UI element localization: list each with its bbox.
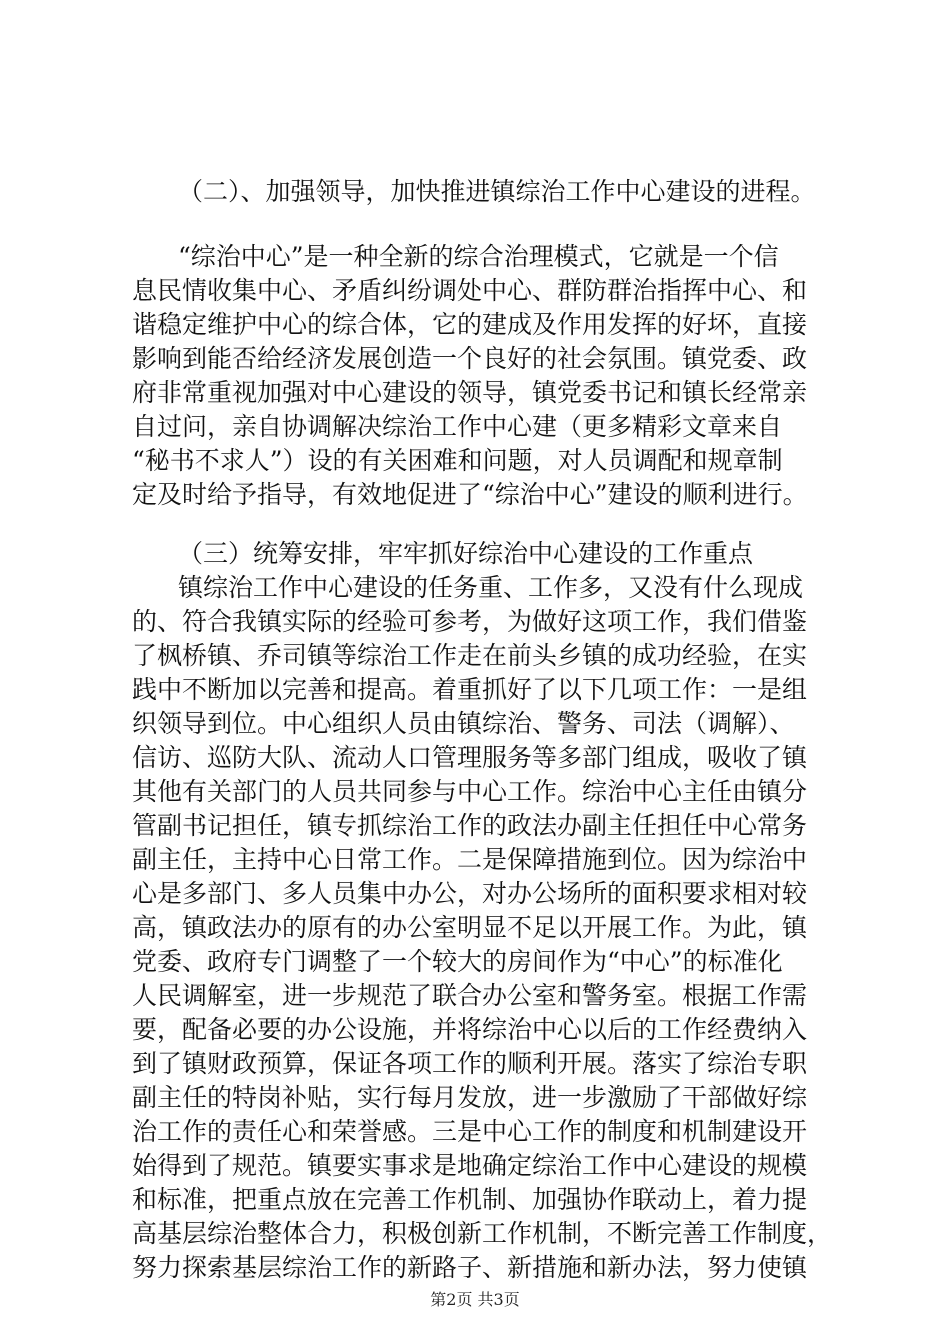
paragraph-line: 镇综治工作中心建设的任务重、工作多，又没有什么现成 xyxy=(178,573,804,602)
page-footer: 第2页 共3页 xyxy=(430,1290,520,1309)
paragraph-line: 息民情收集中心、矛盾纠纷调处中心、群防群治指挥中心、和 xyxy=(132,276,808,305)
paragraph-line: 和标准，把重点放在完善工作机制、加强协作联动上，着力提 xyxy=(132,1185,808,1214)
section-heading: （二）、加强领导，加快推进镇综治工作中心建设的进程。 xyxy=(178,177,816,206)
paragraph-line: 人民调解室，进一步规范了联合办公室和警务室。根据工作需 xyxy=(132,981,808,1010)
paragraph-line: 自过问，亲自协调解决综治工作中心建（更多精彩文章来自 xyxy=(132,412,783,441)
paragraph-line: 其他有关部门的人员共同参与中心工作。综治中心主任由镇分 xyxy=(132,777,808,806)
paragraph-line: 信访、巡防大队、流动人口管理服务等多部门组成，吸收了镇 xyxy=(132,743,808,772)
paragraph-line: “秘书不求人”）设的有关困难和问题，对人员调配和规章制 xyxy=(132,446,783,475)
paragraph-line: 践中不断加以完善和提高。着重抓好了以下几项工作：一是组 xyxy=(132,675,808,704)
paragraph-line: 副主任，主持中心日常工作。二是保障措施到位。因为综治中 xyxy=(132,845,808,874)
paragraph-line: 谐稳定维护中心的综合体，它的建成及作用发挥的好坏，直接 xyxy=(132,310,808,339)
paragraph-line: 了枫桥镇、乔司镇等综治工作走在前头乡镇的成功经验，在实 xyxy=(132,641,808,670)
paragraph-line: 的、符合我镇实际的经验可参考，为做好这项工作，我们借鉴 xyxy=(132,607,808,636)
paragraph-line: 努力探索基层综治工作的新路子、新措施和新办法，努力使镇 xyxy=(132,1253,808,1282)
paragraph-line: 始得到了规范。镇要实事求是地确定综治工作中心建设的规模 xyxy=(132,1151,808,1180)
paragraph-line: “综治中心”是一种全新的综合治理模式，它就是一个信 xyxy=(178,242,779,271)
paragraph-line: 心是多部门、多人员集中办公，对办公场所的面积要求相对较 xyxy=(132,879,808,908)
paragraph-line: 定及时给予指导，有效地促进了“综治中心”建设的顺利进行。 xyxy=(132,480,808,509)
paragraph-line: 副主任的特岗补贴，实行每月发放，进一步激励了干部做好综 xyxy=(132,1083,808,1112)
paragraph-line: 要，配备必要的办公设施，并将综治中心以后的工作经费纳入 xyxy=(132,1015,808,1044)
paragraph-line: 治工作的责任心和荣誉感。三是中心工作的制度和机制建设开 xyxy=(132,1117,808,1146)
paragraph-line: 高基层综治整体合力，积极创新工作机制，不断完善工作制度， xyxy=(132,1219,833,1248)
paragraph-line: 党委、政府专门调整了一个较大的房间作为“中心”的标准化 xyxy=(132,947,783,976)
paragraph-line: 管副书记担任，镇专抓综治工作的政法办副主任担任中心常务 xyxy=(132,811,808,840)
paragraph-line: 影响到能否给经济发展创造一个良好的社会氛围。镇党委、政 xyxy=(132,344,808,373)
paragraph-line: 府非常重视加强对中心建设的领导，镇党委书记和镇长经常亲 xyxy=(132,378,808,407)
paragraph-line: 高，镇政法办的原有的办公室明显不足以开展工作。为此，镇 xyxy=(132,913,808,942)
paragraph-line: 织领导到位。中心组织人员由镇综治、警务、司法（调解）、 xyxy=(132,709,795,738)
paragraph-line: 到了镇财政预算，保证各项工作的顺利开展。落实了综治专职 xyxy=(132,1049,808,1078)
section-heading: （三）统筹安排，牢牢抓好综治中心建设的工作重点 xyxy=(178,539,754,568)
